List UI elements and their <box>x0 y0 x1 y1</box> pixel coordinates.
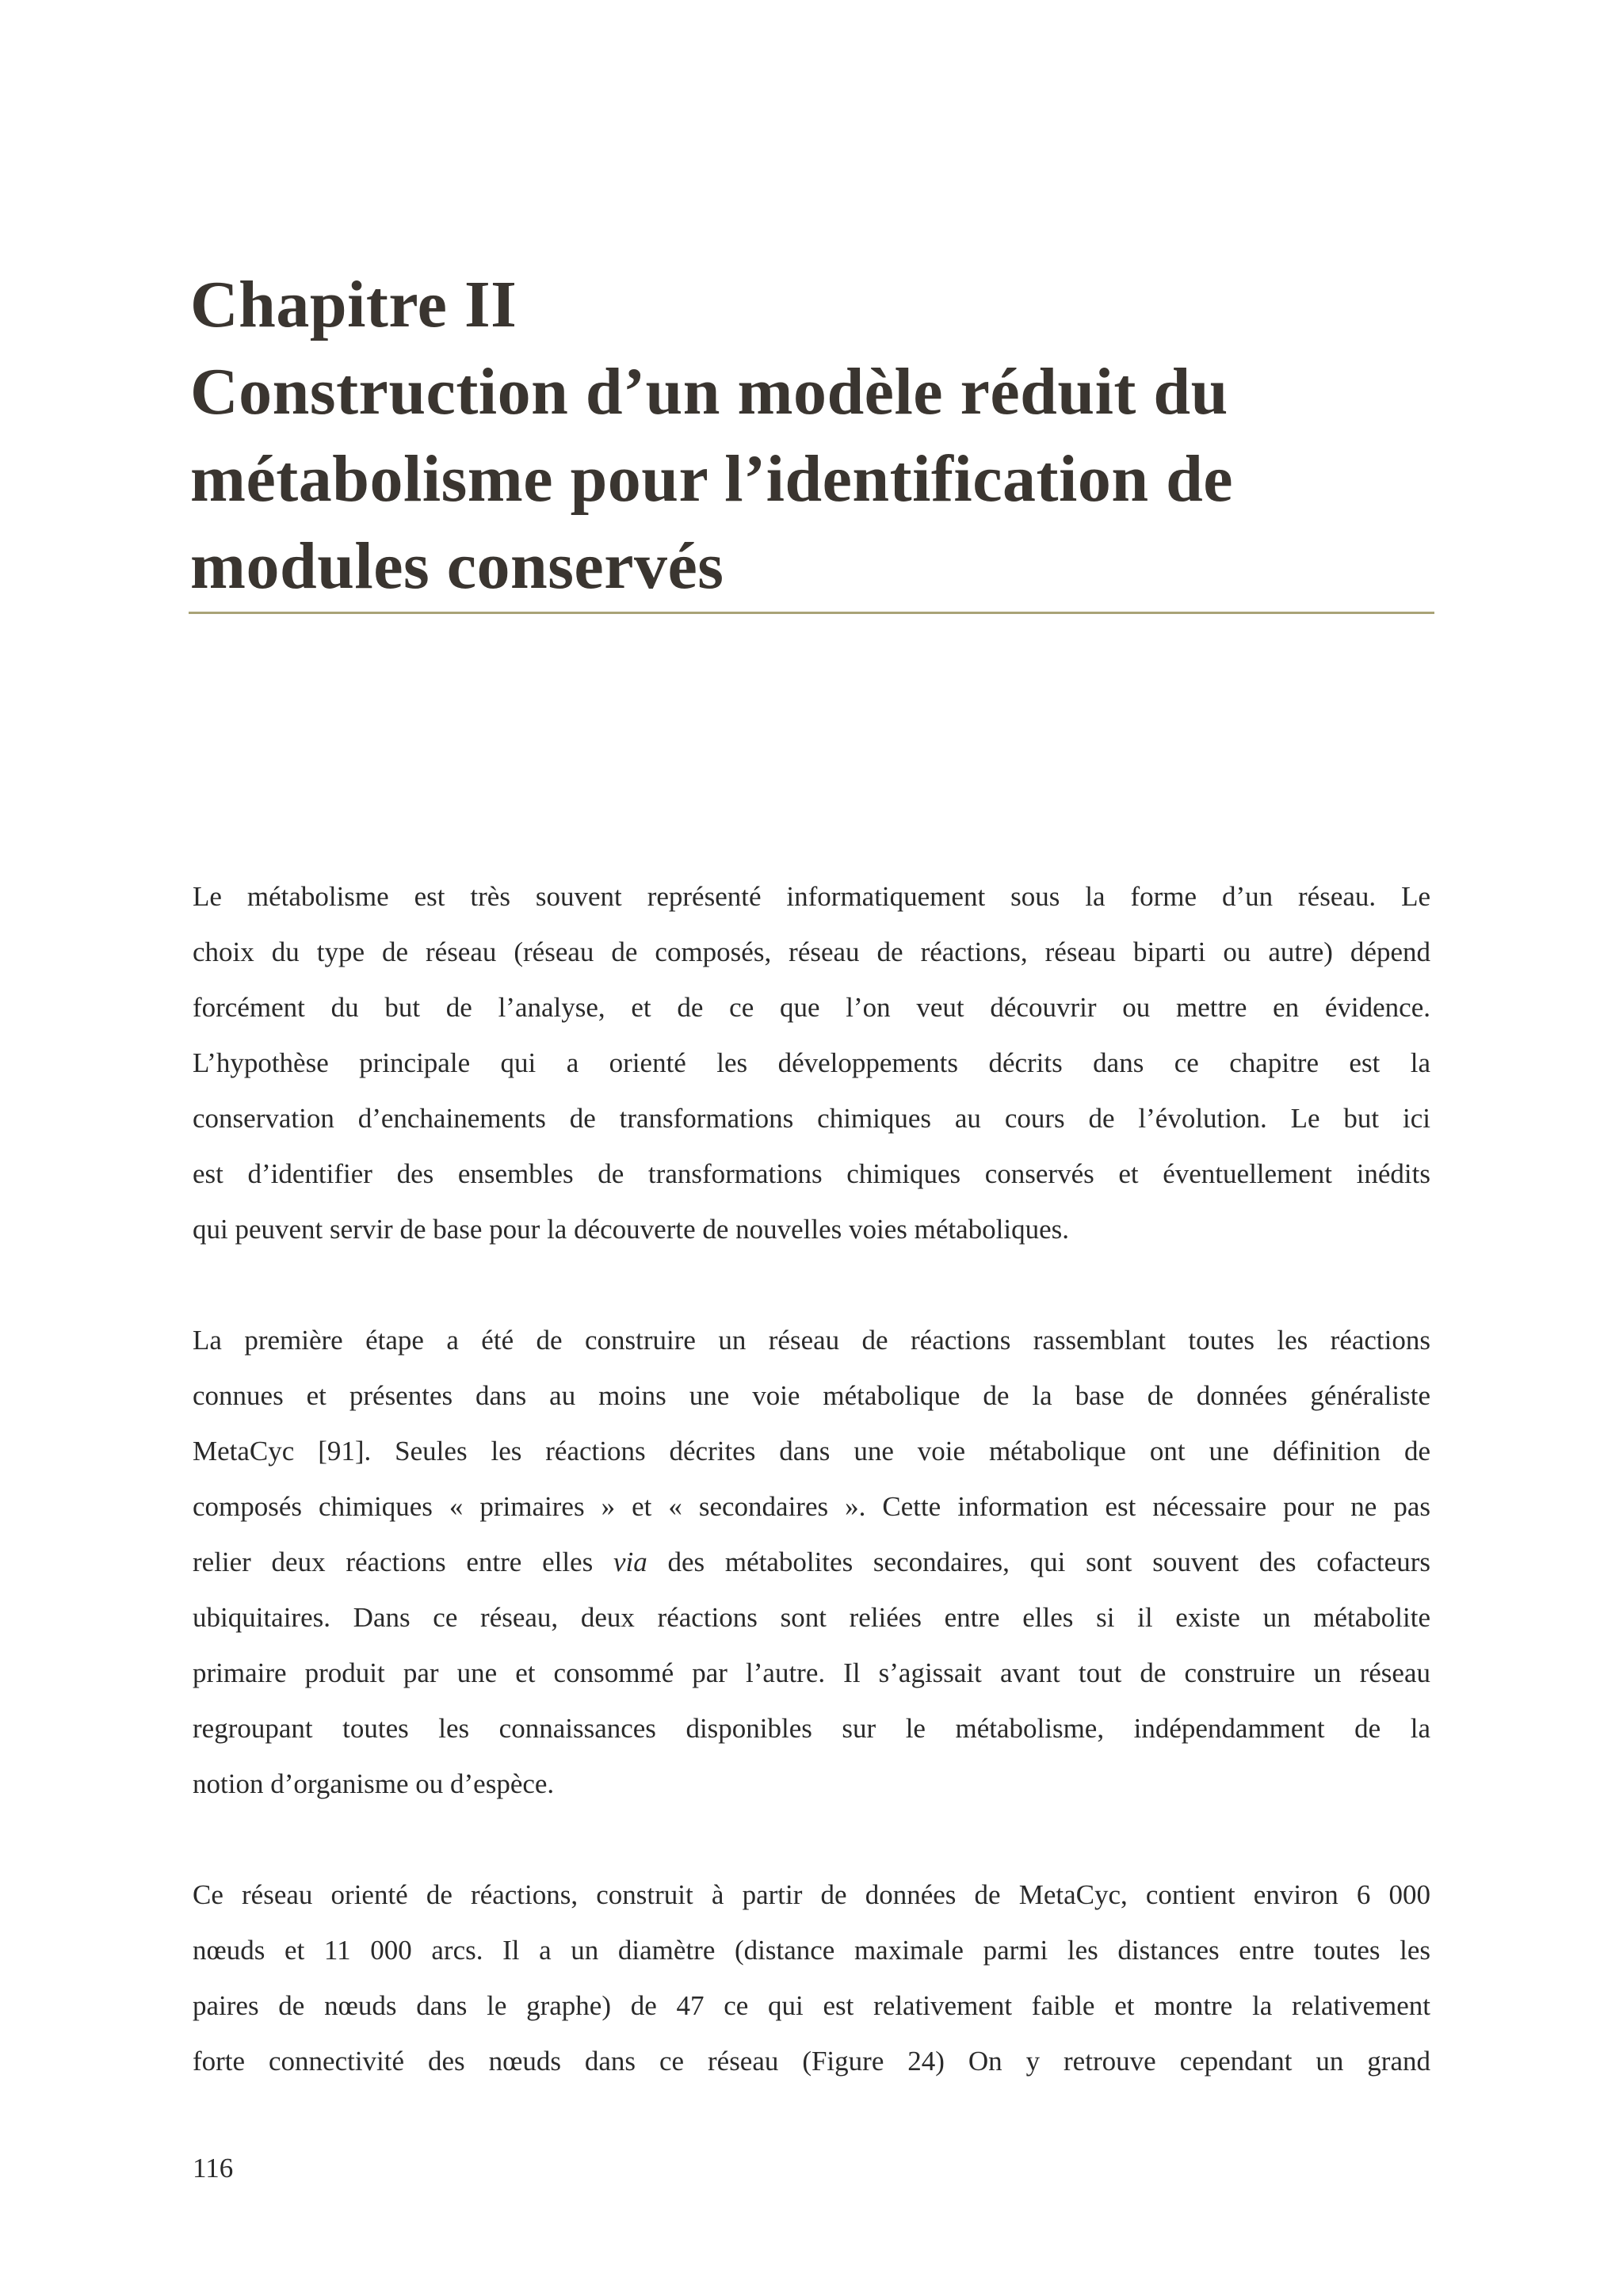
italic-term: via <box>613 1547 647 1577</box>
text-line: connues et présentes dans au moins une voie métabolique de la base de données généraliste <box>193 1380 1430 1411</box>
page-number: 116 <box>193 2153 234 2183</box>
text-line: L’hypothèse principale qui a orienté les développements décrits dans ce chapitre est la <box>193 1047 1430 1078</box>
text-line: notion d’organisme ou d’espèce. <box>193 1768 555 1799</box>
chapter-title <box>190 261 1434 610</box>
chapter-title-line: métabolisme pour l’identification de <box>190 442 1234 516</box>
body-text <box>193 869 1430 2145</box>
text-segment: des métabolites secondaires, qui sont souvent des cofacteurs <box>647 1547 1430 1577</box>
paragraph-3 <box>193 1867 1430 2089</box>
text-line: ubiquitaires. Dans ce réseau, deux réactions sont reliées entre elles si il existe un métabolite <box>193 1602 1430 1633</box>
text-line: Le métabolisme est très souvent représenté informatiquement sous la forme d’un réseau. Le <box>193 881 1430 912</box>
text-line: nœuds et 11 000 arcs. Il a un diamètre (distance maximale parmi les distances entre toutes les <box>193 1935 1430 1966</box>
chapter-title-line: Chapitre II <box>190 268 517 341</box>
text-line: Ce réseau orienté de réactions, construit à partir de données de MetaCyc, contient environ 6 000 <box>193 1879 1430 1910</box>
chapter-header <box>190 261 1434 610</box>
paragraph-2 <box>193 1313 1430 1812</box>
text-line: forte connectivité des nœuds dans ce réseau (Figure 24) On y retrouve cependant un grand <box>193 2046 1430 2077</box>
text-line: La première étape a été de construire un réseau de réactions rassemblant toutes les réactions <box>193 1325 1430 1356</box>
text-line: qui peuvent servir de base pour la découverte de nouvelles voies métaboliques. <box>193 1214 1070 1245</box>
chapter-title-line: Construction d’un modèle réduit du <box>190 355 1228 429</box>
text-line: regroupant toutes les connaissances disponibles sur le métabolisme, indépendamment de la <box>193 1713 1430 1744</box>
text-line: composés chimiques « primaires » et « secondaires ». Cette information est nécessaire pour ne pas <box>193 1491 1430 1522</box>
title-divider <box>189 612 1434 614</box>
text-line: paires de nœuds dans le graphe) de 47 ce qui est relativement faible et montre la relativement <box>193 1990 1430 2021</box>
text-line: MetaCyc [91]. Seules les réactions décrites dans une voie métabolique ont une définition de <box>193 1436 1430 1466</box>
text-line: conservation d’enchainements de transformations chimiques au cours de l’évolution. Le but ici <box>193 1103 1430 1134</box>
text-line: primaire produit par une et consommé par l’autre. Il s’agissait avant tout de construire un réseau <box>193 1657 1430 1688</box>
text-line: forcément du but de l’analyse, et de ce que l’on veut découvrir ou mettre en évidence. <box>193 992 1430 1023</box>
text-line: est d’identifier des ensembles de transformations chimiques conservés et éventuellement inédits <box>193 1158 1430 1189</box>
paragraph-1 <box>193 869 1430 1257</box>
text-line: choix du type de réseau (réseau de composés, réseau de réactions, réseau biparti ou autre) dépend <box>193 936 1430 967</box>
chapter-title-line: modules conservés <box>190 529 724 603</box>
text-line-with-italic <box>193 1535 1430 1590</box>
text-segment: relier deux réactions entre elles <box>193 1547 613 1577</box>
